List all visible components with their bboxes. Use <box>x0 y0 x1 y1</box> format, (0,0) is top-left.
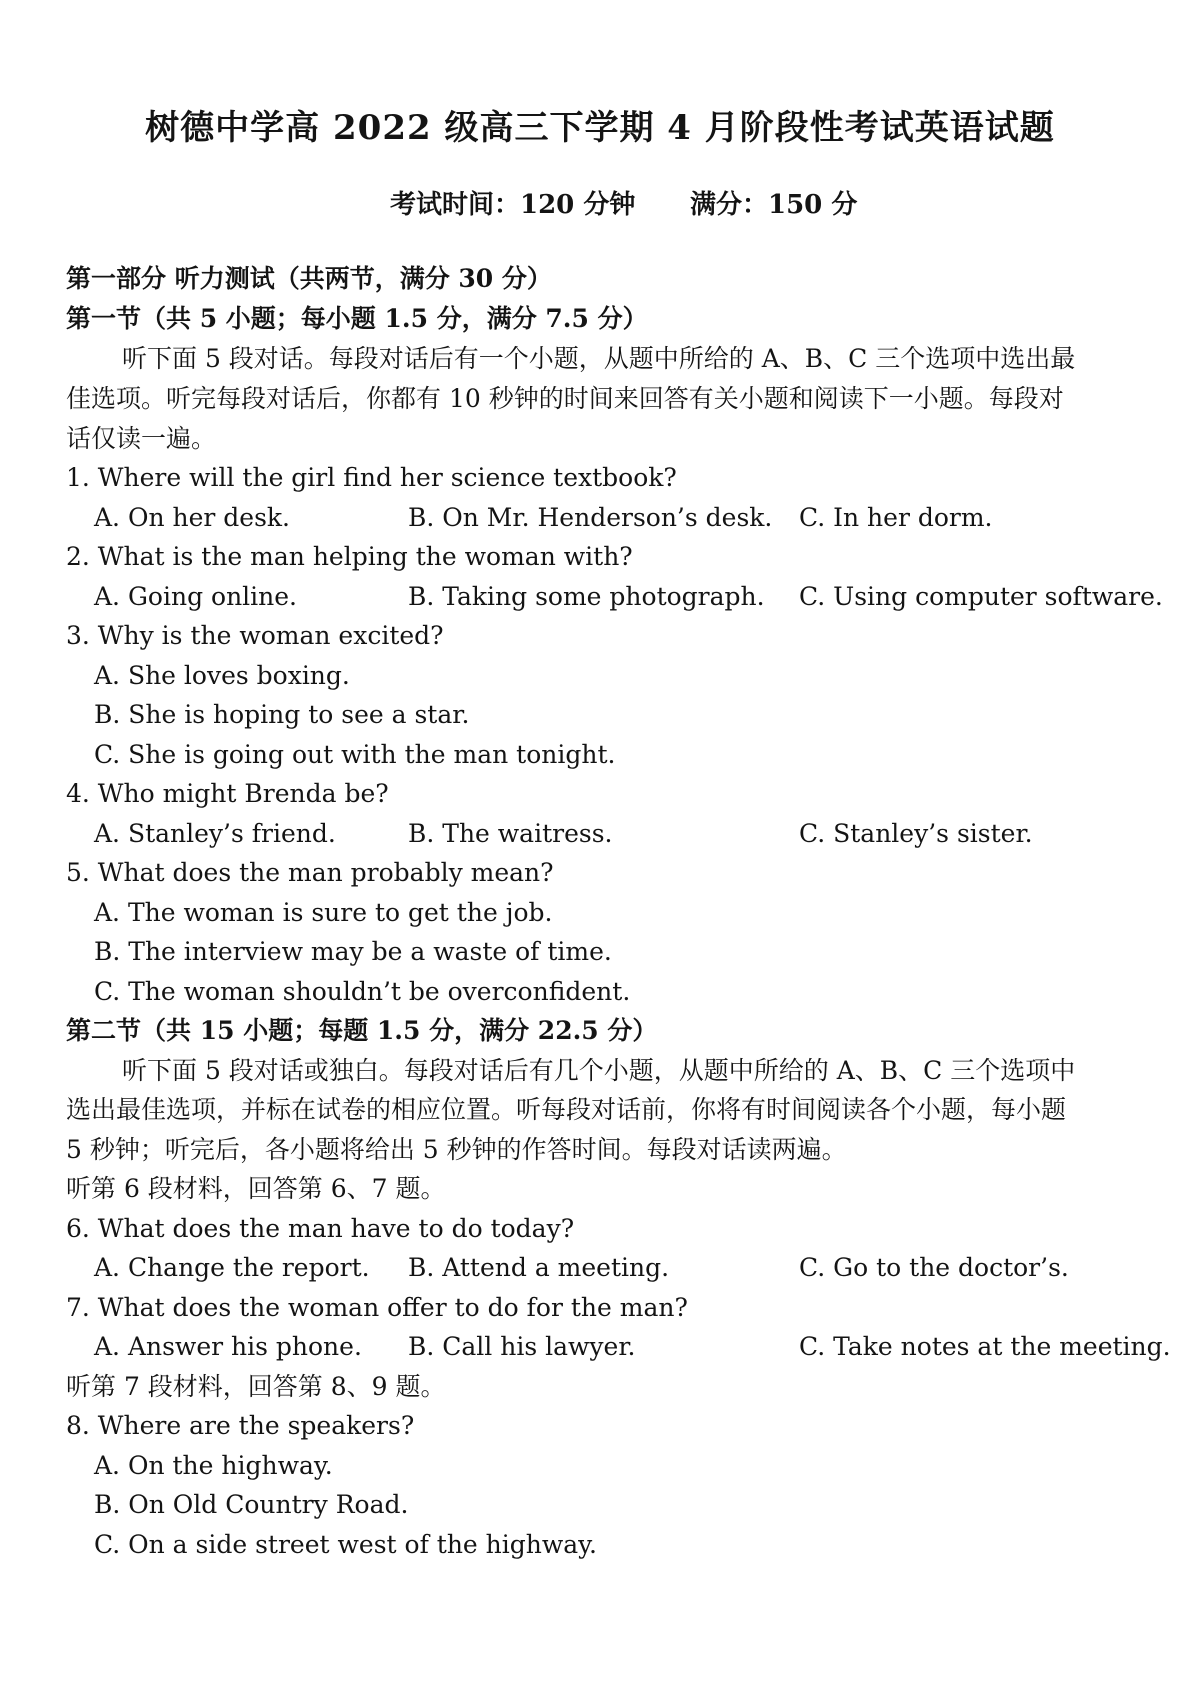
option-a: A. Stanley’s friend. <box>94 819 336 848</box>
question-stem: 7. What does the woman offer to do for the man? <box>66 1293 688 1322</box>
option-a: A. The woman is sure to get the job. <box>94 898 553 927</box>
option-b: B. On Old Country Road. <box>94 1490 409 1519</box>
section1-instruction-line: 听下面 5 段对话。每段对话后有一个小题，从题中所给的 A、B、C 三个选项中选出最 <box>122 344 1076 373</box>
option-b: B. The interview may be a waste of time. <box>94 937 612 966</box>
option-a: A. Going online. <box>94 582 298 611</box>
question-stem: 5. What does the man probably mean? <box>66 858 554 887</box>
section1-heading: 第一节（共 5 小题；每小题 1.5 分，满分 7.5 分） <box>66 304 648 333</box>
option-b: B. On Mr. Henderson’s desk. <box>408 503 773 532</box>
material-heading: 听第 6 段材料，回答第 6、7 题。 <box>66 1174 446 1203</box>
option-b: B. Taking some photograph. <box>408 582 765 611</box>
option-c: C. Go to the doctor’s. <box>799 1253 1069 1282</box>
section1-instruction-line: 话仅读一遍。 <box>66 424 217 453</box>
option-a: A. On the highway. <box>94 1451 333 1480</box>
option-c: C. Take notes at the meeting. <box>799 1332 1171 1361</box>
option-b: B. Call his lawyer. <box>408 1332 636 1361</box>
question-stem: 1. Where will the girl find her science textbook? <box>66 463 677 492</box>
option-a: A. On her desk. <box>94 503 291 532</box>
question-stem: 8. Where are the speakers? <box>66 1411 415 1440</box>
option-c: C. Stanley’s sister. <box>799 819 1033 848</box>
option-c: C. She is going out with the man tonight. <box>94 740 616 769</box>
option-a: A. Change the report. <box>94 1253 370 1282</box>
question-stem: 4. Who might Brenda be? <box>66 779 389 808</box>
section2-instruction-line: 选出最佳选项，并标在试卷的相应位置。听每段对话前，你将有时间阅读各个小题，每小题 <box>66 1095 1067 1124</box>
section1-instruction-line: 佳选项。听完每段对话后，你都有 10 秒钟的时间来回答有关小题和阅读下一小题。每段对 <box>66 384 1064 413</box>
question-stem: 3. Why is the woman excited? <box>66 621 444 650</box>
option-b: B. The waitress. <box>408 819 613 848</box>
exam-score: 满分：150 分 <box>690 190 858 220</box>
material-heading: 听第 7 段材料，回答第 8、9 题。 <box>66 1372 446 1401</box>
exam-time: 考试时间：120 分钟 <box>390 190 636 220</box>
option-a: A. Answer his phone. <box>94 1332 362 1361</box>
option-c: C. Using computer software. <box>799 582 1163 611</box>
section2-heading: 第二节（共 15 小题；每题 1.5 分，满分 22.5 分） <box>66 1016 658 1045</box>
option-b: B. She is hoping to see a star. <box>94 700 470 729</box>
section2-instruction-line: 5 秒钟；听完后，各小题将给出 5 秒钟的作答时间。每段对话读两遍。 <box>66 1135 847 1164</box>
option-c: C. The woman shouldn’t be overconfident. <box>94 977 631 1006</box>
option-a: A. She loves boxing. <box>94 661 350 690</box>
section2-instruction-line: 听下面 5 段对话或独白。每段对话后有几个小题，从题中所给的 A、B、C 三个选项中 <box>122 1056 1076 1085</box>
option-b: B. Attend a meeting. <box>408 1253 670 1282</box>
exam-title: 树德中学高 2022 级高三下学期 4 月阶段性考试英语试题 <box>145 108 1055 148</box>
question-stem: 6. What does the man have to do today? <box>66 1214 575 1243</box>
option-c: C. On a side street west of the highway. <box>94 1530 597 1559</box>
option-c: C. In her dorm. <box>799 503 993 532</box>
part1-heading: 第一部分 听力测试（共两节，满分 30 分） <box>66 264 552 293</box>
question-stem: 2. What is the man helping the woman with? <box>66 542 633 571</box>
